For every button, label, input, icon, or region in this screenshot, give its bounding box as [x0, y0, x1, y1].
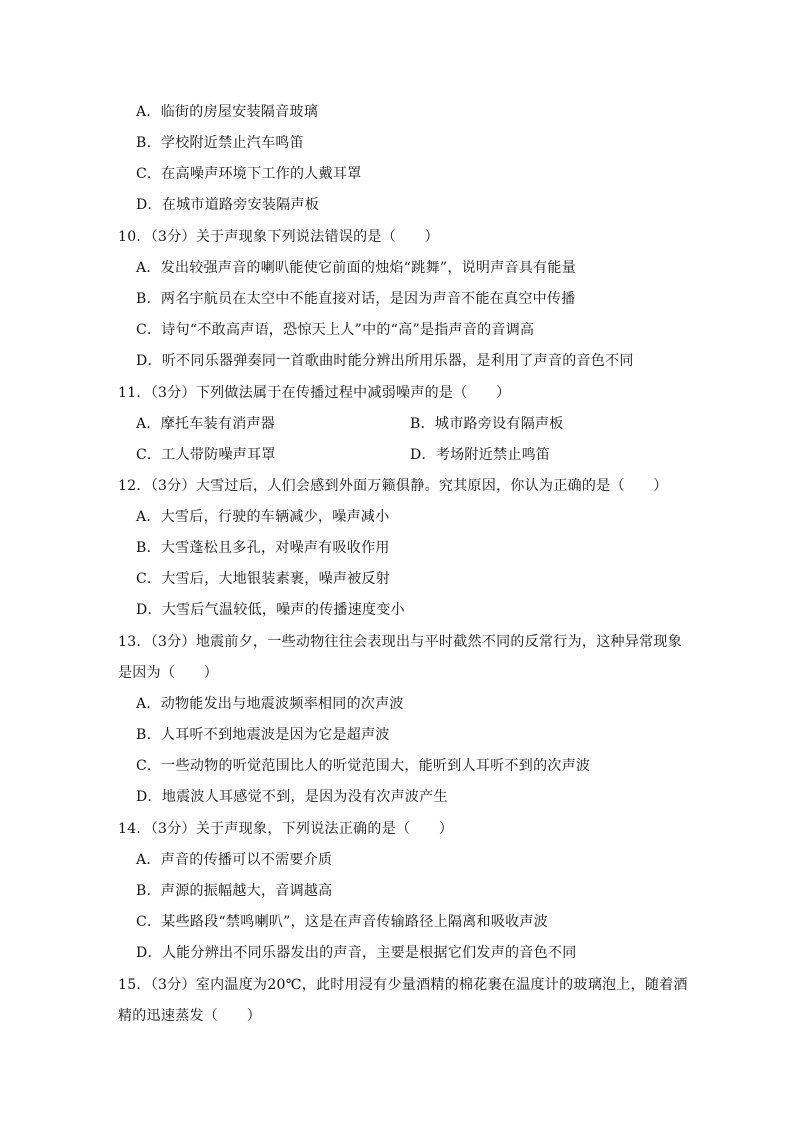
question-13-option-a: A．动物能发出与地震波频率相同的次声波 — [136, 696, 404, 712]
question-15-stem: 15．（3分）室内温度为20℃，此时用浸有少量酒精的棉花裹在温度计的玻璃泡上，随着酒 — [118, 977, 688, 993]
question-14-stem: 14．（3分）关于声现象，下列说法正确的是（ ） — [118, 821, 454, 837]
question-12-option-a: A．大雪后，行驶的车辆减少，噪声减小 — [136, 509, 390, 525]
question-14-option-b: B．声源的振幅越大，音调越高 — [136, 883, 333, 899]
question-11-stem: 11．（3分）下列做法属于在传播过程中减弱噪声的是（ ） — [118, 385, 511, 401]
question-13-option-b: B．人耳听不到地震波是因为它是超声波 — [136, 727, 390, 743]
question-11-option-d: D．考场附近禁止鸣笛 — [410, 447, 551, 463]
question-10-option-d: D．听不同乐器弹奏同一首歌曲时能分辨出所用乐器，是利用了声音的音色不同 — [136, 353, 634, 369]
question-13-option-c: C．一些动物的听觉范围比人的听觉范围大，能听到人耳听不到的次声波 — [136, 758, 591, 774]
question-13-stem-continued: 是因为（ ） — [118, 665, 219, 681]
question-14-option-c: C．某些路段“禁鸣喇叭”，这是在声音传输路径上隔离和吸收声波 — [136, 914, 549, 930]
question-14-option-d: D．人能分辨出不同乐器发出的声音，主要是根据它们发声的音色不同 — [136, 945, 577, 961]
question-13-option-d: D．地震波人耳感觉不到，是因为没有次声波产生 — [136, 789, 448, 805]
question-12-option-d: D．大雪后气温较低，噪声的传播速度变小 — [136, 602, 405, 618]
question-12-option-b: B．大雪蓬松且多孔，对噪声有吸收作用 — [136, 540, 390, 556]
prev-option-b: B．学校附近禁止汽车鸣笛 — [136, 135, 304, 151]
question-10-option-c: C．诗句“不敢高声语，恐惊天上人”中的“高”是指声音的音调高 — [136, 322, 535, 338]
question-15-stem-continued: 精的迅速蒸发（ ） — [118, 1008, 261, 1024]
question-14-option-a: A．声音的传播可以不需要介质 — [136, 852, 333, 868]
prev-option-a: A．临街的房屋安装隔音玻璃 — [136, 104, 319, 120]
question-13-stem: 13．（3分）地震前夕，一些动物往往会表现出与平时截然不同的反常行为，这种异常现象 — [118, 634, 683, 650]
question-12-option-c: C．大雪后，大地银装素裹，噪声被反射 — [136, 571, 391, 587]
question-10-option-b: B．两名宇航员在太空中不能直接对话，是因为声音不能在真空中传播 — [136, 291, 576, 307]
question-11-option-c: C．工人带防噪声耳罩 — [136, 447, 276, 463]
question-10-option-a: A．发出较强声音的喇叭能使它前面的烛焰“跳舞”，说明声音具有能量 — [136, 260, 577, 276]
question-11-option-b: B．城市路旁设有隔声板 — [410, 416, 564, 432]
question-10-stem: 10．（3分）关于声现象下列说法错误的是（ ） — [118, 229, 439, 245]
prev-option-d: D．在城市道路旁安装隔声板 — [136, 197, 320, 213]
question-11-option-a: A．摩托车装有消声器 — [136, 416, 276, 432]
question-12-stem: 12．（3分）大雪过后，人们会感到外面万籁俱静。究其原因，你认为正确的是（ ） — [118, 478, 668, 494]
prev-option-c: C．在高噪声环境下工作的人戴耳罩 — [136, 166, 362, 182]
